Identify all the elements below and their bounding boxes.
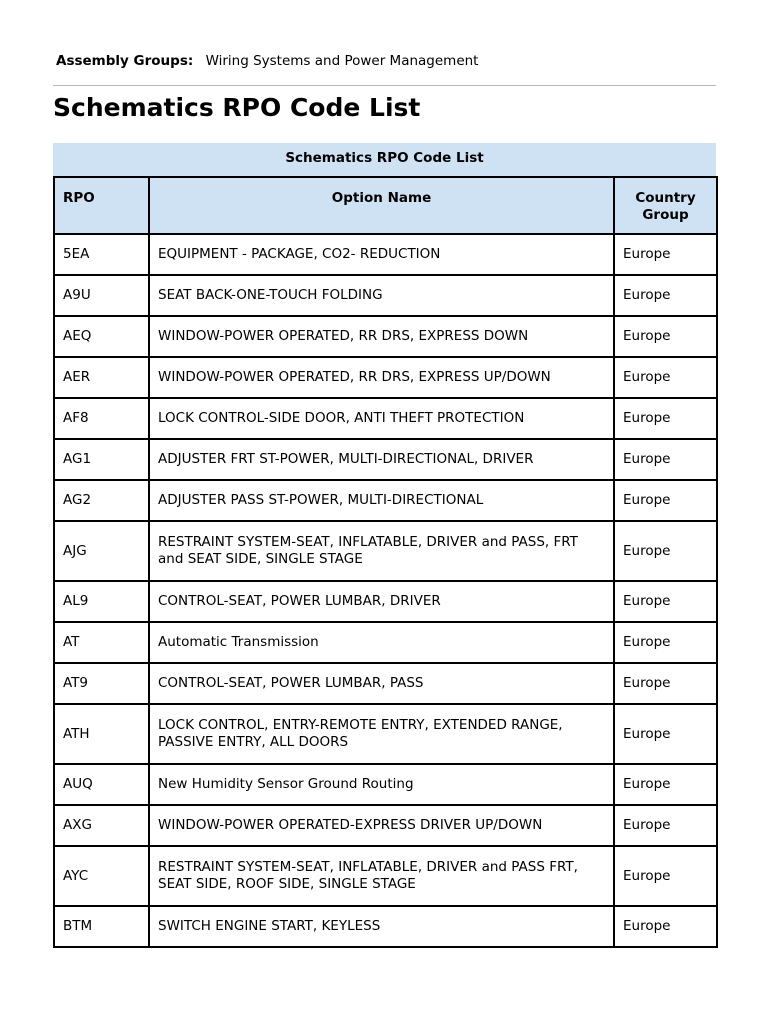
option-name-cell: LOCK CONTROL, ENTRY-REMOTE ENTRY, EXTENDED RANGE, PASSIVE ENTRY, ALL DOORS bbox=[149, 704, 614, 764]
assembly-groups-line bbox=[56, 53, 478, 69]
assembly-groups-label: Assembly Groups: bbox=[56, 53, 194, 69]
rpo-cell: AUQ bbox=[54, 764, 149, 805]
rpo-cell: AT9 bbox=[54, 663, 149, 704]
country-group-cell: Europe bbox=[614, 663, 717, 704]
column-header-option-name: Option Name bbox=[149, 177, 614, 234]
column-header-rpo: RPO bbox=[54, 177, 149, 234]
rpo-cell: AL9 bbox=[54, 581, 149, 622]
column-header-country-group: Country Group bbox=[614, 177, 717, 234]
table-row bbox=[54, 581, 717, 622]
country-group-cell: Europe bbox=[614, 480, 717, 521]
option-name-cell: WINDOW-POWER OPERATED, RR DRS, EXPRESS UP/DOWN bbox=[149, 357, 614, 398]
country-group-cell: Europe bbox=[614, 521, 717, 581]
table-row bbox=[54, 275, 717, 316]
table-row bbox=[54, 521, 717, 581]
option-name-cell: SWITCH ENGINE START, KEYLESS bbox=[149, 906, 614, 947]
table-row bbox=[54, 439, 717, 480]
country-group-cell: Europe bbox=[614, 805, 717, 846]
country-group-cell: Europe bbox=[614, 581, 717, 622]
option-name-cell: CONTROL-SEAT, POWER LUMBAR, DRIVER bbox=[149, 581, 614, 622]
option-name-cell: LOCK CONTROL-SIDE DOOR, ANTI THEFT PROTECTION bbox=[149, 398, 614, 439]
country-group-cell: Europe bbox=[614, 846, 717, 906]
table-caption: Schematics RPO Code List bbox=[53, 143, 716, 176]
country-group-cell: Europe bbox=[614, 398, 717, 439]
rpo-cell: ATH bbox=[54, 704, 149, 764]
country-group-cell: Europe bbox=[614, 704, 717, 764]
table-header-row bbox=[54, 177, 717, 234]
rpo-cell: AEQ bbox=[54, 316, 149, 357]
rpo-cell: BTM bbox=[54, 906, 149, 947]
assembly-groups-value: Wiring Systems and Power Management bbox=[205, 53, 479, 69]
table-row bbox=[54, 234, 717, 275]
table-row bbox=[54, 316, 717, 357]
option-name-cell: RESTRAINT SYSTEM-SEAT, INFLATABLE, DRIVER and PASS FRT, SEAT SIDE, ROOF SIDE, SINGLE STAGE bbox=[149, 846, 614, 906]
option-name-cell: ADJUSTER PASS ST-POWER, MULTI-DIRECTIONAL bbox=[149, 480, 614, 521]
table-row bbox=[54, 663, 717, 704]
table-row bbox=[54, 846, 717, 906]
table-row bbox=[54, 906, 717, 947]
option-name-cell: WINDOW-POWER OPERATED-EXPRESS DRIVER UP/DOWN bbox=[149, 805, 614, 846]
rpo-cell: AJG bbox=[54, 521, 149, 581]
option-name-cell: SEAT BACK-ONE-TOUCH FOLDING bbox=[149, 275, 614, 316]
rpo-cell: AER bbox=[54, 357, 149, 398]
country-group-cell: Europe bbox=[614, 906, 717, 947]
country-group-cell: Europe bbox=[614, 357, 717, 398]
rpo-cell: AYC bbox=[54, 846, 149, 906]
page-title: Schematics RPO Code List bbox=[53, 93, 421, 122]
rpo-cell: AXG bbox=[54, 805, 149, 846]
table-row bbox=[54, 622, 717, 663]
option-name-cell: Automatic Transmission bbox=[149, 622, 614, 663]
rpo-cell: AG2 bbox=[54, 480, 149, 521]
option-name-cell: RESTRAINT SYSTEM-SEAT, INFLATABLE, DRIVER and PASS, FRT and SEAT SIDE, SINGLE STAGE bbox=[149, 521, 614, 581]
rpo-cell: AT bbox=[54, 622, 149, 663]
option-name-cell: CONTROL-SEAT, POWER LUMBAR, PASS bbox=[149, 663, 614, 704]
option-name-cell: EQUIPMENT - PACKAGE, CO2- REDUCTION bbox=[149, 234, 614, 275]
country-group-cell: Europe bbox=[614, 316, 717, 357]
country-group-cell: Europe bbox=[614, 764, 717, 805]
option-name-cell: WINDOW-POWER OPERATED, RR DRS, EXPRESS DOWN bbox=[149, 316, 614, 357]
rpo-cell: AG1 bbox=[54, 439, 149, 480]
country-group-cell: Europe bbox=[614, 622, 717, 663]
header-divider bbox=[53, 85, 716, 86]
rpo-code-table bbox=[53, 176, 718, 948]
table-row bbox=[54, 480, 717, 521]
table-row bbox=[54, 805, 717, 846]
rpo-cell: 5EA bbox=[54, 234, 149, 275]
table-row bbox=[54, 704, 717, 764]
table-row bbox=[54, 357, 717, 398]
option-name-cell: ADJUSTER FRT ST-POWER, MULTI-DIRECTIONAL, DRIVER bbox=[149, 439, 614, 480]
table-row bbox=[54, 398, 717, 439]
country-group-cell: Europe bbox=[614, 275, 717, 316]
country-group-cell: Europe bbox=[614, 234, 717, 275]
rpo-cell: A9U bbox=[54, 275, 149, 316]
country-group-cell: Europe bbox=[614, 439, 717, 480]
table-row bbox=[54, 764, 717, 805]
option-name-cell: New Humidity Sensor Ground Routing bbox=[149, 764, 614, 805]
rpo-cell: AF8 bbox=[54, 398, 149, 439]
